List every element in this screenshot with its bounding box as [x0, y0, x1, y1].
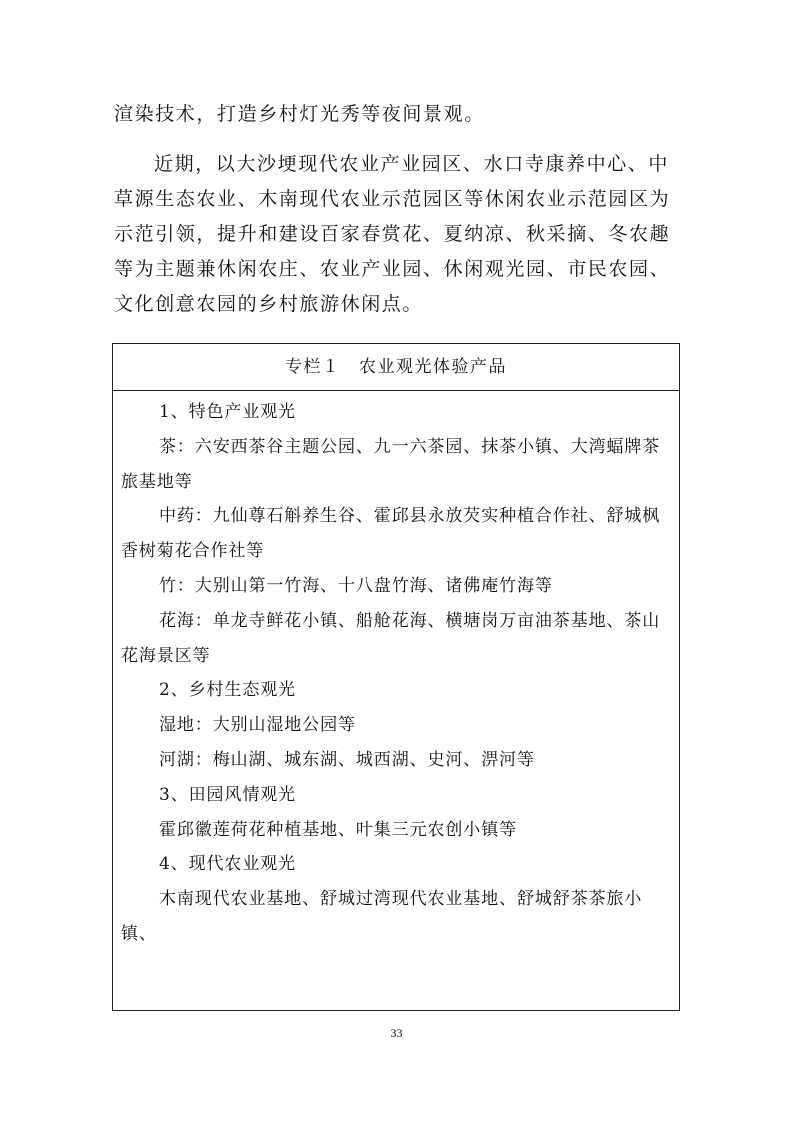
feature-box [112, 343, 680, 1011]
page-number: 33 [390, 1026, 403, 1040]
feature-box-line: 竹：大别山第一竹海、十八盘竹海、诸佛庵竹海等 [159, 575, 553, 596]
feature-box-line: 4、现代农业观光 [159, 854, 297, 875]
feature-box-line: 茶：六安西茶谷主题公园、九一六茶园、抹茶小镇、大湾蝠牌茶旅基地等 [121, 436, 661, 492]
feature-box-line: 中药：九仙尊石斛养生谷、霍邱县永放芡实种植合作社、舒城枫香树菊花合作社等 [121, 506, 661, 562]
feature-box-line: 花海：单龙寺鲜花小镇、船舱花海、横塘岗万亩油茶基地、茶山花海景区等 [121, 610, 661, 666]
feature-box-line: 湿地：大别山湿地公园等 [159, 715, 356, 736]
feature-box-title: 专栏１ 农业观光体验产品 [113, 344, 679, 391]
feature-box-line: 2、乡村生态观光 [159, 680, 297, 701]
intro-paragraph: 近期，以大沙埂现代农业产业园区、水口寺康养中心、中草源生态农业、木南现代农业示范园区等休闲农业示范园区为示范引领，提升和建设百家春赏花、夏纳凉、秋采摘、冬农趣等为主题兼休闲农庄、农业产业园、休闲观光园、市民农园、文化创意农园的乡村旅游休闲点。 [114, 153, 671, 315]
feature-box-line: 3、田园风情观光 [159, 784, 297, 805]
feature-box-line: 1、特色产业观光 [159, 402, 297, 422]
feature-box-line: 霍邱徽莲荷花种植基地、叶集三元农创小镇等 [159, 819, 517, 840]
feature-box-line: 木南现代农业基地、舒城过湾现代农业基地、舒城舒茶茶旅小镇、 [121, 889, 643, 944]
intro-paragraph-continued: 渲染技术，打造乡村灯光秀等夜间景观。 [114, 103, 485, 125]
feature-box-body [113, 391, 679, 952]
feature-box-line: 河湖：梅山湖、城东湖、城西湖、史河、淠河等 [159, 749, 535, 770]
